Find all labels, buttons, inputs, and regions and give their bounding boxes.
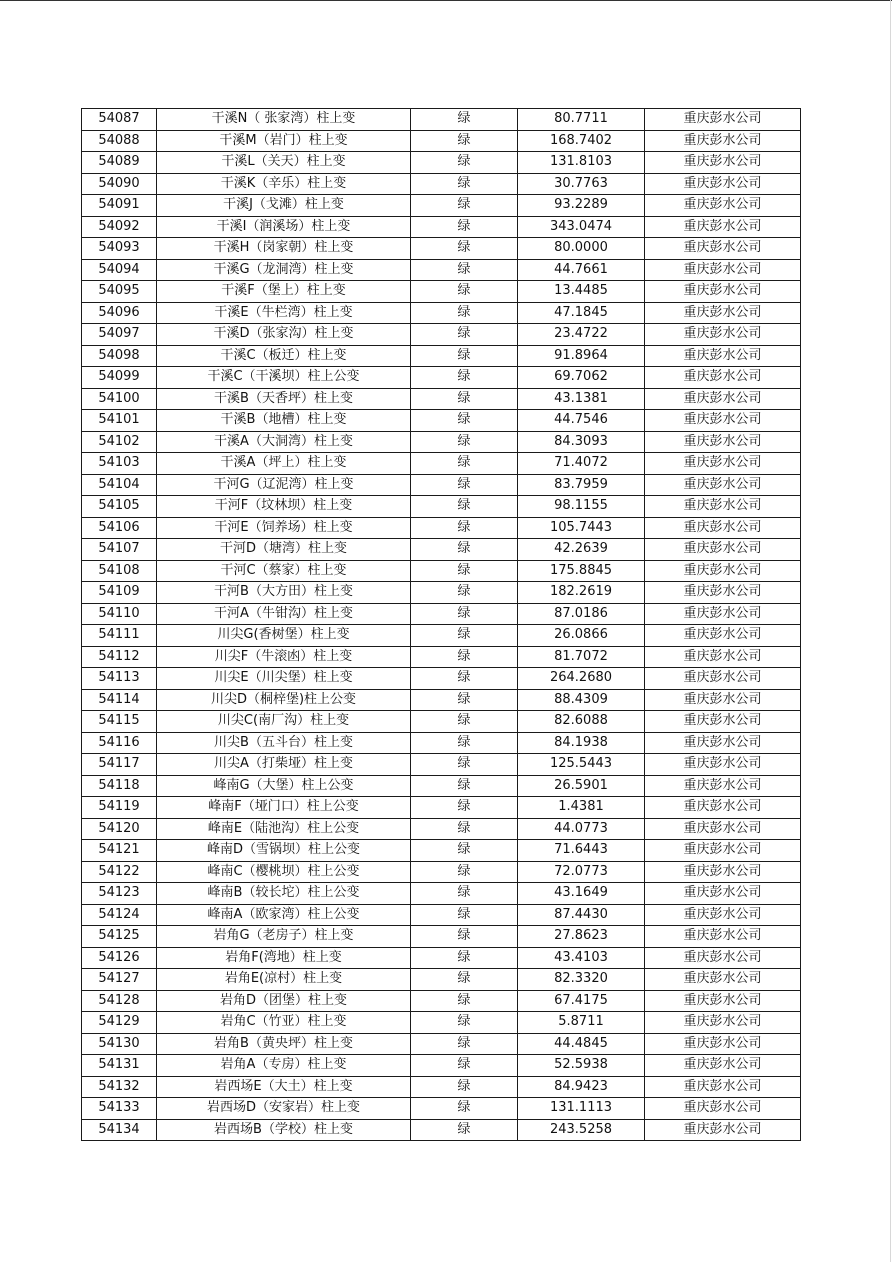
cell-color: 绿 [411, 388, 518, 410]
cell-value: 83.7959 [518, 474, 645, 496]
cell-company: 重庆彭水公司 [645, 797, 801, 819]
cell-color: 绿 [411, 539, 518, 561]
cell-company: 重庆彭水公司 [645, 388, 801, 410]
table-row [82, 732, 801, 754]
cell-color: 绿 [411, 1055, 518, 1077]
cell-color: 绿 [411, 517, 518, 539]
cell-color: 绿 [411, 474, 518, 496]
cell-name: 干河D（塘湾）柱上变 [157, 539, 411, 561]
cell-company: 重庆彭水公司 [645, 152, 801, 174]
cell-name: 干溪A（大洞湾）柱上变 [157, 431, 411, 453]
cell-company: 重庆彭水公司 [645, 926, 801, 948]
cell-value: 52.5938 [518, 1055, 645, 1077]
cell-id: 54097 [82, 324, 157, 346]
table-row [82, 152, 801, 174]
cell-id: 54092 [82, 216, 157, 238]
cell-color: 绿 [411, 324, 518, 346]
cell-value: 43.4103 [518, 947, 645, 969]
cell-name: 岩角B（黄央坪）柱上变 [157, 1033, 411, 1055]
cell-color: 绿 [411, 345, 518, 367]
cell-value: 80.7711 [518, 109, 645, 131]
cell-value: 43.1649 [518, 883, 645, 905]
cell-color: 绿 [411, 259, 518, 281]
cell-id: 54117 [82, 754, 157, 776]
cell-id: 54098 [82, 345, 157, 367]
cell-id: 54110 [82, 603, 157, 625]
table-row [82, 797, 801, 819]
cell-color: 绿 [411, 195, 518, 217]
cell-value: 81.7072 [518, 646, 645, 668]
cell-company: 重庆彭水公司 [645, 517, 801, 539]
cell-color: 绿 [411, 281, 518, 303]
cell-id: 54109 [82, 582, 157, 604]
cell-name: 干河G（辽泥湾）柱上变 [157, 474, 411, 496]
cell-id: 54128 [82, 990, 157, 1012]
table-row [82, 1033, 801, 1055]
cell-value: 67.4175 [518, 990, 645, 1012]
cell-value: 131.8103 [518, 152, 645, 174]
cell-color: 绿 [411, 1012, 518, 1034]
cell-id: 54116 [82, 732, 157, 754]
cell-name: 岩西场B（学校）柱上变 [157, 1119, 411, 1141]
cell-name: 川尖F（牛滚凼）柱上变 [157, 646, 411, 668]
cell-color: 绿 [411, 1119, 518, 1141]
cell-color: 绿 [411, 711, 518, 733]
cell-id: 54118 [82, 775, 157, 797]
cell-color: 绿 [411, 668, 518, 690]
cell-color: 绿 [411, 732, 518, 754]
cell-value: 23.4722 [518, 324, 645, 346]
cell-company: 重庆彭水公司 [645, 367, 801, 389]
cell-company: 重庆彭水公司 [645, 818, 801, 840]
cell-id: 54122 [82, 861, 157, 883]
table-row [82, 861, 801, 883]
cell-id: 54105 [82, 496, 157, 518]
cell-name: 岩角C（竹亚）柱上变 [157, 1012, 411, 1034]
cell-id: 54101 [82, 410, 157, 432]
cell-value: 82.6088 [518, 711, 645, 733]
table-row [82, 109, 801, 131]
table-row [82, 453, 801, 475]
page-right-border [890, 0, 891, 1262]
cell-company: 重庆彭水公司 [645, 195, 801, 217]
cell-color: 绿 [411, 302, 518, 324]
table-row [82, 603, 801, 625]
cell-color: 绿 [411, 431, 518, 453]
cell-color: 绿 [411, 130, 518, 152]
cell-color: 绿 [411, 410, 518, 432]
cell-color: 绿 [411, 969, 518, 991]
cell-color: 绿 [411, 1076, 518, 1098]
cell-value: 5.8711 [518, 1012, 645, 1034]
cell-id: 54103 [82, 453, 157, 475]
cell-name: 干河F（坟林坝）柱上变 [157, 496, 411, 518]
cell-company: 重庆彭水公司 [645, 689, 801, 711]
cell-company: 重庆彭水公司 [645, 711, 801, 733]
cell-color: 绿 [411, 582, 518, 604]
data-table [81, 108, 801, 1141]
cell-color: 绿 [411, 560, 518, 582]
cell-id: 54130 [82, 1033, 157, 1055]
table-row [82, 668, 801, 690]
cell-id: 54113 [82, 668, 157, 690]
cell-value: 182.2619 [518, 582, 645, 604]
cell-value: 71.4072 [518, 453, 645, 475]
table-row [82, 560, 801, 582]
cell-id: 54134 [82, 1119, 157, 1141]
cell-value: 84.3093 [518, 431, 645, 453]
table-row [82, 883, 801, 905]
cell-name: 川尖G(香树堡）柱上变 [157, 625, 411, 647]
table-row [82, 345, 801, 367]
cell-name: 干溪B（地槽）柱上变 [157, 410, 411, 432]
cell-company: 重庆彭水公司 [645, 603, 801, 625]
cell-color: 绿 [411, 754, 518, 776]
cell-company: 重庆彭水公司 [645, 1119, 801, 1141]
cell-company: 重庆彭水公司 [645, 861, 801, 883]
cell-company: 重庆彭水公司 [645, 883, 801, 905]
cell-name: 干河C（蔡家）柱上变 [157, 560, 411, 582]
cell-value: 80.0000 [518, 238, 645, 260]
table-row [82, 582, 801, 604]
cell-name: 岩角F(湾地）柱上变 [157, 947, 411, 969]
cell-value: 44.7661 [518, 259, 645, 281]
table-row [82, 689, 801, 711]
cell-value: 71.6443 [518, 840, 645, 862]
cell-value: 87.0186 [518, 603, 645, 625]
cell-company: 重庆彭水公司 [645, 969, 801, 991]
cell-color: 绿 [411, 990, 518, 1012]
table-row [82, 238, 801, 260]
table-row [82, 539, 801, 561]
cell-id: 54104 [82, 474, 157, 496]
table-row [82, 926, 801, 948]
cell-color: 绿 [411, 238, 518, 260]
cell-company: 重庆彭水公司 [645, 474, 801, 496]
cell-id: 54091 [82, 195, 157, 217]
cell-id: 54121 [82, 840, 157, 862]
cell-company: 重庆彭水公司 [645, 668, 801, 690]
cell-color: 绿 [411, 840, 518, 862]
cell-id: 54111 [82, 625, 157, 647]
table-row [82, 173, 801, 195]
cell-id: 54099 [82, 367, 157, 389]
cell-value: 42.2639 [518, 539, 645, 561]
cell-company: 重庆彭水公司 [645, 947, 801, 969]
cell-company: 重庆彭水公司 [645, 1055, 801, 1077]
cell-name: 干溪K（辛乐）柱上变 [157, 173, 411, 195]
cell-id: 54127 [82, 969, 157, 991]
table-row [82, 775, 801, 797]
cell-id: 54114 [82, 689, 157, 711]
cell-name: 峰南F（垭门口）柱上公变 [157, 797, 411, 819]
cell-id: 54124 [82, 904, 157, 926]
cell-name: 干溪H（岗家朝）柱上变 [157, 238, 411, 260]
cell-color: 绿 [411, 216, 518, 238]
cell-company: 重庆彭水公司 [645, 582, 801, 604]
cell-value: 131.1113 [518, 1098, 645, 1120]
cell-id: 54123 [82, 883, 157, 905]
cell-company: 重庆彭水公司 [645, 302, 801, 324]
cell-company: 重庆彭水公司 [645, 345, 801, 367]
table-row [82, 990, 801, 1012]
cell-name: 干河E（饲养场）柱上变 [157, 517, 411, 539]
cell-color: 绿 [411, 152, 518, 174]
table-row [82, 216, 801, 238]
table-row [82, 947, 801, 969]
cell-value: 47.1845 [518, 302, 645, 324]
cell-name: 峰南G（大堡）柱上公变 [157, 775, 411, 797]
table-row [82, 1055, 801, 1077]
cell-color: 绿 [411, 818, 518, 840]
cell-id: 54112 [82, 646, 157, 668]
cell-value: 91.8964 [518, 345, 645, 367]
cell-name: 川尖C(南厂沟）柱上变 [157, 711, 411, 733]
cell-name: 川尖E（川尖堡）柱上变 [157, 668, 411, 690]
cell-value: 72.0773 [518, 861, 645, 883]
cell-company: 重庆彭水公司 [645, 1076, 801, 1098]
table-row [82, 840, 801, 862]
cell-value: 26.5901 [518, 775, 645, 797]
cell-value: 175.8845 [518, 560, 645, 582]
cell-id: 54106 [82, 517, 157, 539]
cell-value: 44.7546 [518, 410, 645, 432]
cell-color: 绿 [411, 453, 518, 475]
table-row [82, 324, 801, 346]
cell-name: 峰南B（较长坨）柱上公变 [157, 883, 411, 905]
cell-value: 264.2680 [518, 668, 645, 690]
cell-id: 54119 [82, 797, 157, 819]
cell-color: 绿 [411, 603, 518, 625]
cell-name: 峰南C（樱桃坝）柱上公变 [157, 861, 411, 883]
cell-value: 44.4845 [518, 1033, 645, 1055]
table-row [82, 711, 801, 733]
table-row [82, 1012, 801, 1034]
table-row [82, 388, 801, 410]
table-row [82, 904, 801, 926]
cell-id: 54093 [82, 238, 157, 260]
cell-color: 绿 [411, 947, 518, 969]
cell-name: 岩角D（团堡）柱上变 [157, 990, 411, 1012]
cell-company: 重庆彭水公司 [645, 990, 801, 1012]
cell-company: 重庆彭水公司 [645, 173, 801, 195]
cell-name: 峰南A（欧家湾）柱上公变 [157, 904, 411, 926]
cell-color: 绿 [411, 646, 518, 668]
cell-value: 84.1938 [518, 732, 645, 754]
cell-name: 干溪M（岩门）柱上变 [157, 130, 411, 152]
cell-id: 54089 [82, 152, 157, 174]
cell-name: 川尖D（桐梓堡)柱上公变 [157, 689, 411, 711]
cell-company: 重庆彭水公司 [645, 904, 801, 926]
cell-company: 重庆彭水公司 [645, 496, 801, 518]
table-row [82, 818, 801, 840]
table-row [82, 1119, 801, 1141]
cell-value: 168.7402 [518, 130, 645, 152]
cell-color: 绿 [411, 367, 518, 389]
cell-name: 峰南E（陆池沟）柱上公变 [157, 818, 411, 840]
cell-color: 绿 [411, 861, 518, 883]
cell-value: 69.7062 [518, 367, 645, 389]
cell-color: 绿 [411, 926, 518, 948]
cell-company: 重庆彭水公司 [645, 754, 801, 776]
cell-company: 重庆彭水公司 [645, 238, 801, 260]
cell-id: 54094 [82, 259, 157, 281]
cell-name: 干溪A（坪上）柱上变 [157, 453, 411, 475]
table-row [82, 302, 801, 324]
cell-value: 44.0773 [518, 818, 645, 840]
cell-id: 54126 [82, 947, 157, 969]
cell-name: 岩角G（老房子）柱上变 [157, 926, 411, 948]
cell-value: 87.4430 [518, 904, 645, 926]
table-row [82, 496, 801, 518]
cell-name: 川尖A（打柴垭）柱上变 [157, 754, 411, 776]
table-row [82, 1098, 801, 1120]
cell-company: 重庆彭水公司 [645, 216, 801, 238]
cell-color: 绿 [411, 775, 518, 797]
table-row [82, 259, 801, 281]
cell-value: 82.3320 [518, 969, 645, 991]
table-row [82, 195, 801, 217]
cell-id: 54132 [82, 1076, 157, 1098]
table-row [82, 367, 801, 389]
cell-name: 干溪I（润溪场）柱上变 [157, 216, 411, 238]
cell-company: 重庆彭水公司 [645, 539, 801, 561]
cell-name: 干河B（大方田）柱上变 [157, 582, 411, 604]
cell-company: 重庆彭水公司 [645, 1033, 801, 1055]
cell-color: 绿 [411, 496, 518, 518]
table-row [82, 969, 801, 991]
cell-value: 30.7763 [518, 173, 645, 195]
cell-id: 54108 [82, 560, 157, 582]
table-row [82, 474, 801, 496]
cell-company: 重庆彭水公司 [645, 453, 801, 475]
cell-id: 54107 [82, 539, 157, 561]
cell-value: 343.0474 [518, 216, 645, 238]
cell-company: 重庆彭水公司 [645, 840, 801, 862]
cell-name: 干溪N（ 张家湾）柱上变 [157, 109, 411, 131]
cell-id: 54088 [82, 130, 157, 152]
cell-value: 105.7443 [518, 517, 645, 539]
cell-value: 26.0866 [518, 625, 645, 647]
cell-value: 13.4485 [518, 281, 645, 303]
cell-id: 54133 [82, 1098, 157, 1120]
table-row [82, 410, 801, 432]
cell-id: 54090 [82, 173, 157, 195]
cell-id: 54095 [82, 281, 157, 303]
cell-name: 岩西场E（大土）柱上变 [157, 1076, 411, 1098]
cell-name: 干溪J（戈滩）柱上变 [157, 195, 411, 217]
table-row [82, 130, 801, 152]
cell-name: 干溪L（关天）柱上变 [157, 152, 411, 174]
cell-name: 干溪C（板迁）柱上变 [157, 345, 411, 367]
cell-company: 重庆彭水公司 [645, 732, 801, 754]
cell-id: 54125 [82, 926, 157, 948]
cell-name: 干河A（牛钳沟）柱上变 [157, 603, 411, 625]
cell-value: 98.1155 [518, 496, 645, 518]
cell-color: 绿 [411, 797, 518, 819]
cell-value: 88.4309 [518, 689, 645, 711]
cell-id: 54131 [82, 1055, 157, 1077]
table-row [82, 281, 801, 303]
cell-value: 1.4381 [518, 797, 645, 819]
table-row [82, 754, 801, 776]
cell-color: 绿 [411, 173, 518, 195]
table-row [82, 517, 801, 539]
table-row [82, 1076, 801, 1098]
cell-name: 岩西场D（安家岩）柱上变 [157, 1098, 411, 1120]
table-body [82, 109, 801, 1141]
cell-id: 54087 [82, 109, 157, 131]
cell-company: 重庆彭水公司 [645, 259, 801, 281]
cell-company: 重庆彭水公司 [645, 560, 801, 582]
cell-name: 岩角A（专房）柱上变 [157, 1055, 411, 1077]
cell-company: 重庆彭水公司 [645, 324, 801, 346]
cell-color: 绿 [411, 689, 518, 711]
cell-company: 重庆彭水公司 [645, 775, 801, 797]
page-top-border [0, 0, 892, 1]
table-row [82, 646, 801, 668]
cell-id: 54096 [82, 302, 157, 324]
cell-company: 重庆彭水公司 [645, 1098, 801, 1120]
cell-color: 绿 [411, 1098, 518, 1120]
cell-name: 干溪E（牛栏湾）柱上变 [157, 302, 411, 324]
cell-color: 绿 [411, 1033, 518, 1055]
cell-name: 干溪G（龙洞湾）柱上变 [157, 259, 411, 281]
cell-name: 干溪D（张家沟）柱上变 [157, 324, 411, 346]
cell-color: 绿 [411, 883, 518, 905]
cell-company: 重庆彭水公司 [645, 625, 801, 647]
cell-id: 54129 [82, 1012, 157, 1034]
table-row [82, 431, 801, 453]
cell-name: 干溪B（天香坪）柱上变 [157, 388, 411, 410]
cell-company: 重庆彭水公司 [645, 410, 801, 432]
cell-id: 54102 [82, 431, 157, 453]
table-row [82, 625, 801, 647]
cell-color: 绿 [411, 625, 518, 647]
cell-company: 重庆彭水公司 [645, 109, 801, 131]
cell-name: 干溪C（干溪坝）柱上公变 [157, 367, 411, 389]
cell-color: 绿 [411, 904, 518, 926]
cell-name: 岩角E(凉村）柱上变 [157, 969, 411, 991]
cell-value: 93.2289 [518, 195, 645, 217]
cell-value: 243.5258 [518, 1119, 645, 1141]
cell-company: 重庆彭水公司 [645, 646, 801, 668]
cell-name: 峰南D（雪锅坝）柱上公变 [157, 840, 411, 862]
cell-value: 84.9423 [518, 1076, 645, 1098]
cell-value: 125.5443 [518, 754, 645, 776]
cell-color: 绿 [411, 109, 518, 131]
cell-id: 54100 [82, 388, 157, 410]
cell-company: 重庆彭水公司 [645, 281, 801, 303]
cell-name: 川尖B（五斗台）柱上变 [157, 732, 411, 754]
cell-company: 重庆彭水公司 [645, 1012, 801, 1034]
cell-company: 重庆彭水公司 [645, 431, 801, 453]
cell-company: 重庆彭水公司 [645, 130, 801, 152]
cell-value: 27.8623 [518, 926, 645, 948]
cell-id: 54115 [82, 711, 157, 733]
cell-value: 43.1381 [518, 388, 645, 410]
cell-name: 干溪F（堡上）柱上变 [157, 281, 411, 303]
cell-id: 54120 [82, 818, 157, 840]
